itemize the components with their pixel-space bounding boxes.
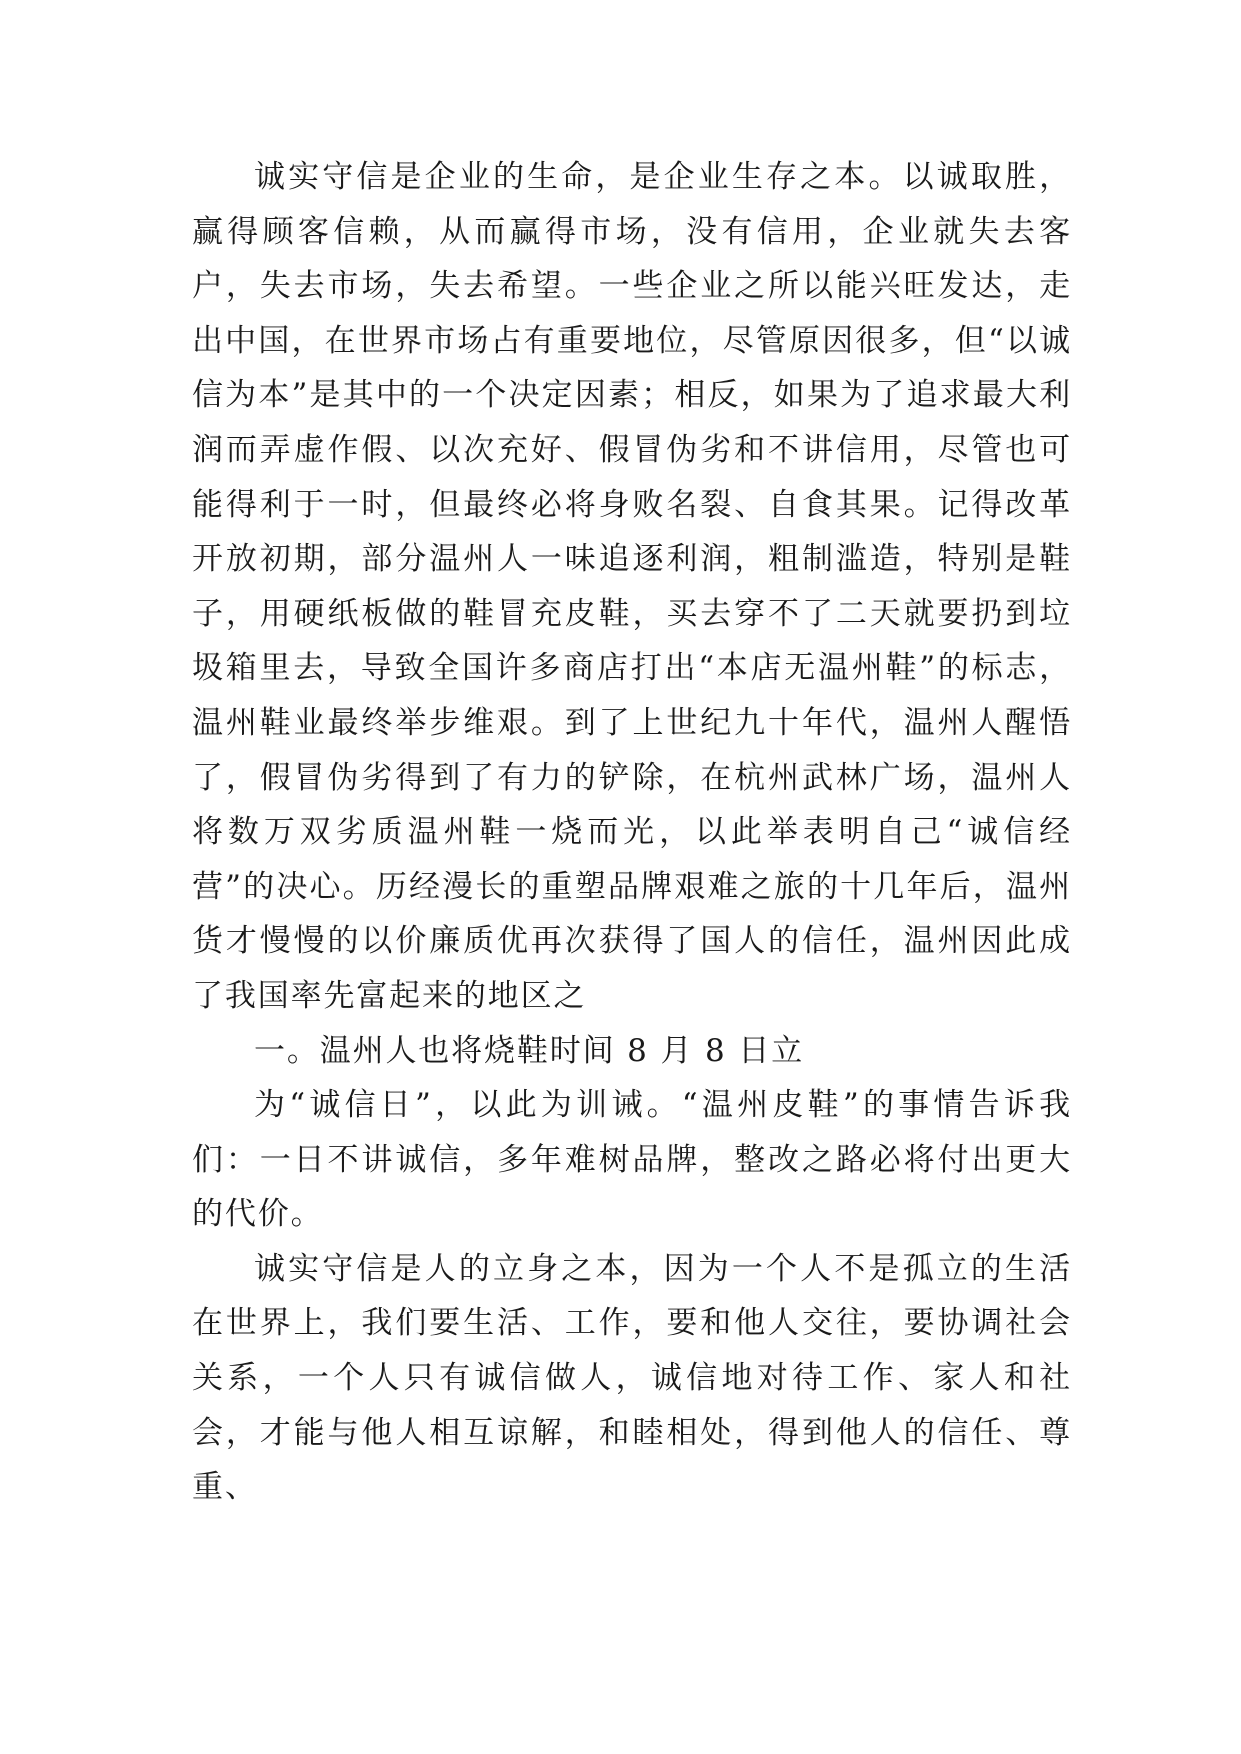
paragraph-wenzhou-date: 一。温州人也将烧鞋时间 8 月 8 日立 [254,1032,805,1069]
paragraph-enterprise-integrity: 诚实守信是企业的生命，是企业生存之本。以诚取胜，赢得顾客信赖，从而赢得市场，没有信用，企业就失去客户，失去市场，失去希望。一些企业之所以能兴旺发达，走出中国，在世界市场占有重要地位，尽管原因很多，但“以诚信为本”是其中的一个决定因素；相反，如果为了追求最大利润而弄虚作假、以次充好、假冒伪劣和不讲信用，尽管也可能得利于一时，但最终必将身败名裂、自食其果。记得改革开放初期，部分温州人一味追逐利润，粗制滥造，特别是鞋子，用硬纸板做的鞋冒充皮鞋，买去穿不了二天就要扔到垃圾箱里去，导致全国许多商店打出“本店无温州鞋”的标志，温州鞋业最终举步维艰。到了上世纪九十年代，温州人醒悟了，假冒伪劣得到了有力的铲除，在杭州武林广场，温州人将数万双劣质温州鞋一烧而光，以此举表明自己“诚信经营”的决心。历经漫长的重塑品牌艰难之旅的十几年后，温州货才慢慢的以价廉质优再次获得了国人的信任，温州因此成了我国率先富起来的地区之 [192,159,1072,1014]
paragraph-integrity-day: 为“诚信日”，以此为训诫。“温州皮鞋”的事情告诉我们：一日不讲诚信，多年难树品牌，整改之路必将付出更大的代价。 [192,1087,1072,1233]
paragraph-personal-integrity: 诚实守信是人的立身之本，因为一个人不是孤立的生活在世界上，我们要生活、工作，要和他人交往，要协调社会关系，一个人只有诚信做人，诚信地对待工作、家人和社会，才能与他人相互谅解，和睦相处，得到他人的信任、尊重、 [192,1250,1072,1506]
document-page [192,150,1072,1515]
